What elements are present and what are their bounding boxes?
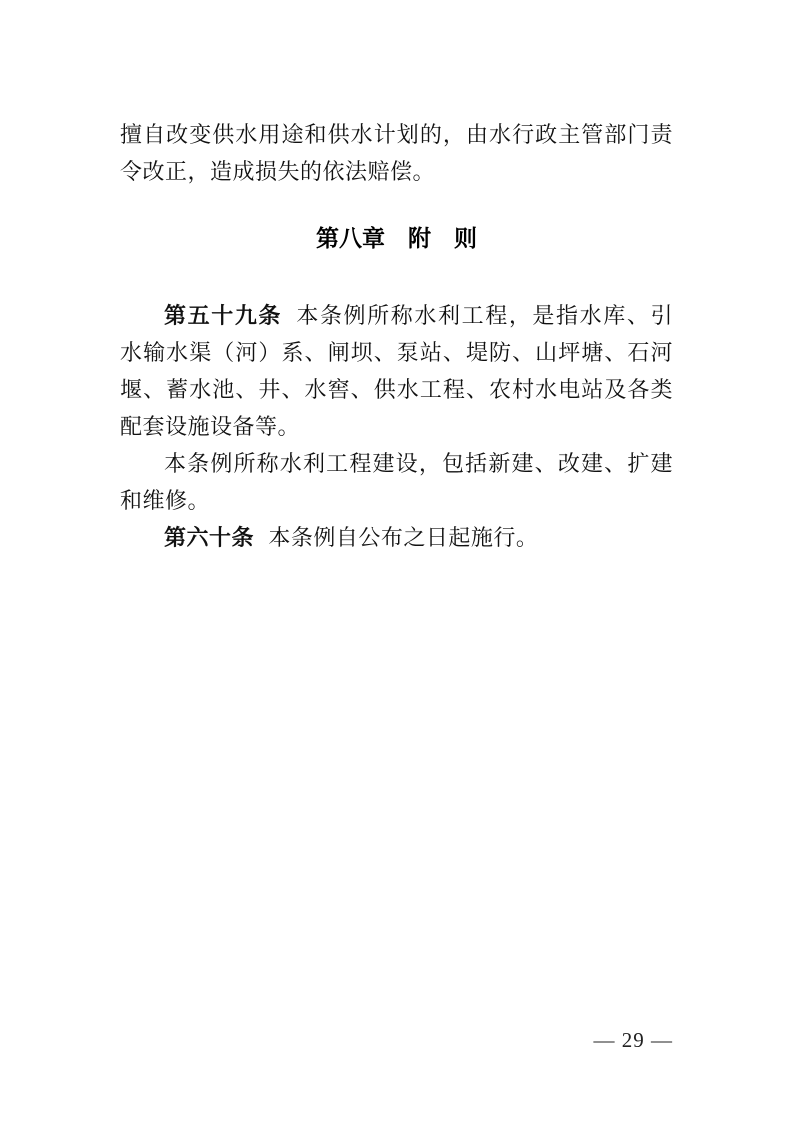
article-59-text: 本条例所称水利工程，是指水库、引水输水渠（河）系、闸坝、泵站、堤防、山坪塘、石河堰、蓄水池、井、水窖、供水工程、农村水电站及各类配套设施设备等。	[120, 303, 673, 439]
article-60-label: 第六十条	[164, 525, 255, 550]
paragraph-continuation: 擅自改变供水用途和供水计划的，由水行政主管部门责令改正，造成损失的依法赔偿。	[120, 122, 673, 184]
article-60	[120, 519, 673, 556]
chapter-heading: 第八章 附 则	[316, 225, 477, 251]
page-number: — 29 —	[593, 1028, 673, 1052]
article-59-label: 第五十九条	[164, 303, 283, 328]
article-60-text: 本条例自公布之日起施行。	[268, 525, 539, 550]
article-59-paragraph-2-text: 本条例所称水利工程建设，包括新建、改建、扩建和维修。	[120, 451, 673, 513]
page-footer	[120, 1026, 673, 1054]
page-content	[120, 116, 673, 556]
article-59-paragraph-2	[120, 445, 673, 519]
article-59	[120, 297, 673, 445]
